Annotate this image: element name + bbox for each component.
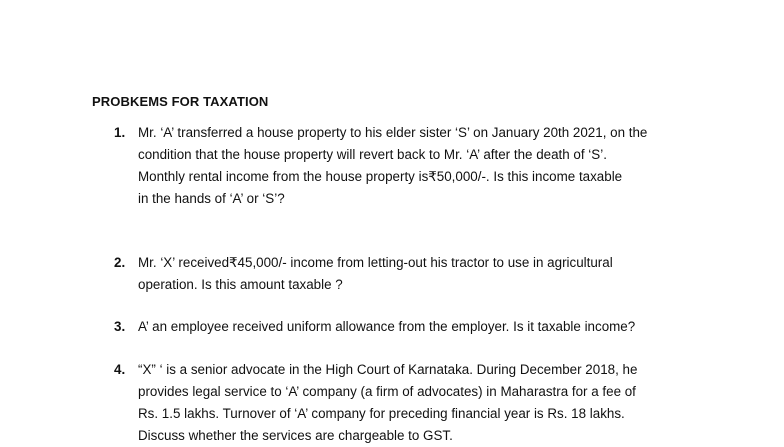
question-line: Rs. 1.5 lakhs. Turnover of ‘A’ company for preceding financial year is Rs. 18 lakhs.	[138, 406, 625, 421]
question-line: Mr. ‘X’ received₹45,000/- income from letting-out his tractor to use in agricultural	[138, 255, 613, 270]
question-number: 1.	[114, 125, 126, 140]
question-text	[138, 122, 714, 210]
question-line: condition that the house property will revert back to Mr. ‘A’ after the death of ‘S’.	[138, 147, 607, 162]
document-heading: PROBKEMS FOR TAXATION	[92, 94, 269, 109]
question-text	[138, 359, 714, 447]
question-line: Mr. ‘A’ transferred a house property to his elder sister ‘S’ on January 20th 2021, on the	[138, 125, 648, 140]
question-3	[114, 316, 714, 338]
question-number: 4.	[114, 362, 126, 377]
question-line: in the hands of ‘A’ or ‘S’?	[138, 191, 285, 206]
question-line: operation. Is this amount taxable ?	[138, 277, 343, 292]
question-2	[114, 252, 714, 296]
question-line: A’ an employee received uniform allowance from the employer. Is it taxable income?	[138, 319, 636, 334]
question-number: 2.	[114, 255, 126, 270]
question-line: provides legal service to ‘A’ company (a firm of advocates) in Maharastra for a fee of	[138, 384, 636, 399]
question-line: Discuss whether the services are chargeable to GST.	[138, 428, 453, 443]
question-1	[114, 122, 714, 210]
question-number: 3.	[114, 319, 126, 334]
question-text	[138, 316, 714, 338]
question-text	[138, 252, 714, 296]
question-4	[114, 359, 714, 447]
question-line: “X” ‘ is a senior advocate in the High Court of Karnataka. During December 2018, he	[138, 362, 638, 377]
question-line: Monthly rental income from the house property is₹50,000/-. Is this income taxable	[138, 169, 623, 184]
